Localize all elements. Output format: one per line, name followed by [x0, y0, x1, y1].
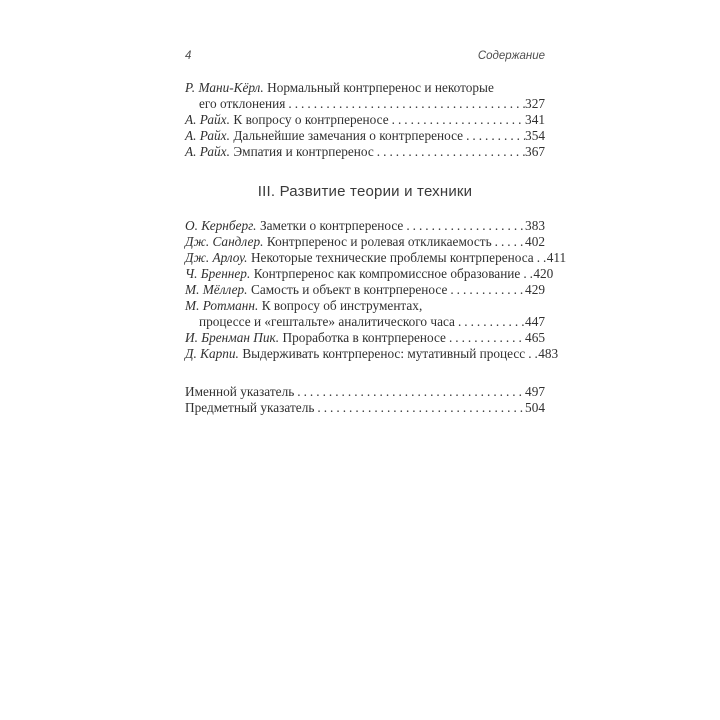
- toc-entry-text: [185, 144, 374, 160]
- dot-leader: [297, 384, 525, 400]
- toc-entry-author: Ч. Бреннер.: [185, 266, 251, 281]
- toc-entry: [185, 384, 545, 400]
- toc-entry-title: Некоторые технические проблемы контрпереноса: [250, 250, 534, 265]
- toc-entry-page: 497: [525, 384, 545, 399]
- toc-entry-page: 420: [533, 266, 554, 281]
- toc-entry-title: Предметный указатель: [185, 400, 315, 415]
- running-head: [185, 49, 545, 63]
- toc-entry-page: 483: [538, 346, 559, 361]
- dot-leader: [449, 330, 525, 346]
- toc-entry-page: 429: [525, 282, 545, 297]
- toc-entry-author: Дж. Арлоу.: [185, 250, 248, 265]
- toc-entry: [185, 144, 545, 160]
- toc-entry: [185, 128, 545, 144]
- toc-entry-page: 383: [525, 218, 545, 233]
- dot-leader: [392, 112, 525, 128]
- toc-entry-title: Дальнейшие замечания о контрпереносе: [233, 128, 464, 143]
- book-toc-page: [185, 0, 567, 416]
- toc-entry-author: А. Райх.: [185, 112, 230, 127]
- toc-entry-title: Заметки о контрпереносе: [259, 218, 404, 233]
- toc-entry-page: 504: [525, 400, 545, 415]
- toc-entry-author: М. Ротманн.: [185, 298, 259, 313]
- dot-leader: [523, 266, 533, 282]
- toc-entry: [185, 112, 545, 128]
- toc-entry-title: К вопросу об инструментах,: [261, 298, 423, 313]
- toc-entry-title: К вопросу о контрпереносе: [233, 112, 389, 127]
- toc-entry-continuation-line: [185, 96, 545, 112]
- toc-entry-page: 465: [525, 330, 545, 345]
- toc-entry-page: 367: [525, 144, 545, 159]
- toc-entry: [185, 346, 559, 362]
- toc-entry-author: Дж. Сандлер.: [185, 234, 264, 249]
- toc-entry: [185, 266, 554, 282]
- dot-leader: [495, 234, 525, 250]
- toc-entry: [185, 250, 567, 266]
- toc-entry-title: Контрперенос как компромиссное образование: [253, 266, 521, 281]
- toc-entry-title: Выдерживать контрперенос: мутативный процесс: [242, 346, 526, 361]
- dot-leader: [450, 282, 525, 298]
- toc-entry-page: 327: [525, 96, 545, 111]
- toc-entry-text: [185, 218, 403, 234]
- dot-leader: [528, 346, 538, 362]
- toc-entry-author: М. Мёллер.: [185, 282, 248, 297]
- toc-section-theory-and-technique: [185, 218, 567, 362]
- toc-entry-author: А. Райх.: [185, 144, 230, 159]
- toc-entry-text: [185, 250, 534, 266]
- dot-leader: [406, 218, 525, 234]
- dot-leader: [458, 314, 525, 330]
- toc-entry-text: [185, 282, 447, 298]
- toc-entry-page: 341: [525, 112, 545, 127]
- toc-entry-page: 402: [525, 234, 545, 249]
- toc-entry-title: Эмпатия и контрперенос: [233, 144, 374, 159]
- toc-section-countertransference-papers: [185, 80, 545, 160]
- dot-leader: [288, 96, 525, 112]
- dot-leader: [317, 400, 525, 416]
- toc-entry-text: [185, 128, 463, 144]
- toc-entry: [185, 234, 545, 250]
- toc-entry-title: Именной указатель: [185, 384, 295, 399]
- toc-entry: [185, 80, 545, 112]
- toc-entry-title-continued: процессе и «гештальте» аналитического часа: [199, 314, 455, 329]
- toc-entry-page: 354: [525, 128, 545, 143]
- running-title: Содержание: [477, 50, 545, 62]
- toc-entry-first-line: [185, 298, 545, 314]
- toc-entry: [185, 400, 545, 416]
- toc-entry-text: [185, 266, 520, 282]
- toc-entry-title: Проработка в контрпереносе: [282, 330, 446, 345]
- toc-entry-title: Контрперенос и ролевая откликаемость: [266, 234, 492, 249]
- toc-entry: [185, 298, 545, 330]
- toc-entry-first-line: [185, 80, 545, 96]
- toc-entry-text: [185, 330, 446, 346]
- toc-entry-text: [185, 384, 294, 400]
- dot-leader: [466, 128, 525, 144]
- toc-entry-author: Д. Карпи.: [185, 346, 239, 361]
- toc-entry-author: О. Кернберг.: [185, 218, 257, 233]
- toc-entry-text: [185, 346, 525, 362]
- dot-leader: [537, 250, 547, 266]
- toc-entry-page: 447: [525, 314, 545, 329]
- toc-entry-title: Самость и объект в контрпереносе: [250, 282, 448, 297]
- toc-entry: [185, 282, 545, 298]
- dot-leader: [377, 144, 525, 160]
- toc-entry-author: И. Бренман Пик.: [185, 330, 280, 345]
- toc-entry-text: [185, 234, 492, 250]
- toc-entry-continuation-line: [185, 314, 545, 330]
- toc-entry-text: [185, 112, 389, 128]
- page-number: 4: [185, 50, 192, 62]
- toc-entry-title: Нормальный контрперенос и некоторые: [267, 80, 494, 95]
- toc-entry: [185, 330, 545, 346]
- section-heading: III. Развитие теории и техники: [257, 183, 473, 200]
- toc-entry: [185, 218, 545, 234]
- toc-entry-page: 411: [546, 250, 567, 265]
- toc-entry-title-continued: его отклонения: [199, 96, 286, 111]
- toc-section-indexes: [185, 384, 545, 416]
- toc-entry-author: Р. Мани-Кёрл.: [185, 80, 264, 95]
- toc-entry-author: А. Райх.: [185, 128, 230, 143]
- toc-entry-text: [185, 400, 314, 416]
